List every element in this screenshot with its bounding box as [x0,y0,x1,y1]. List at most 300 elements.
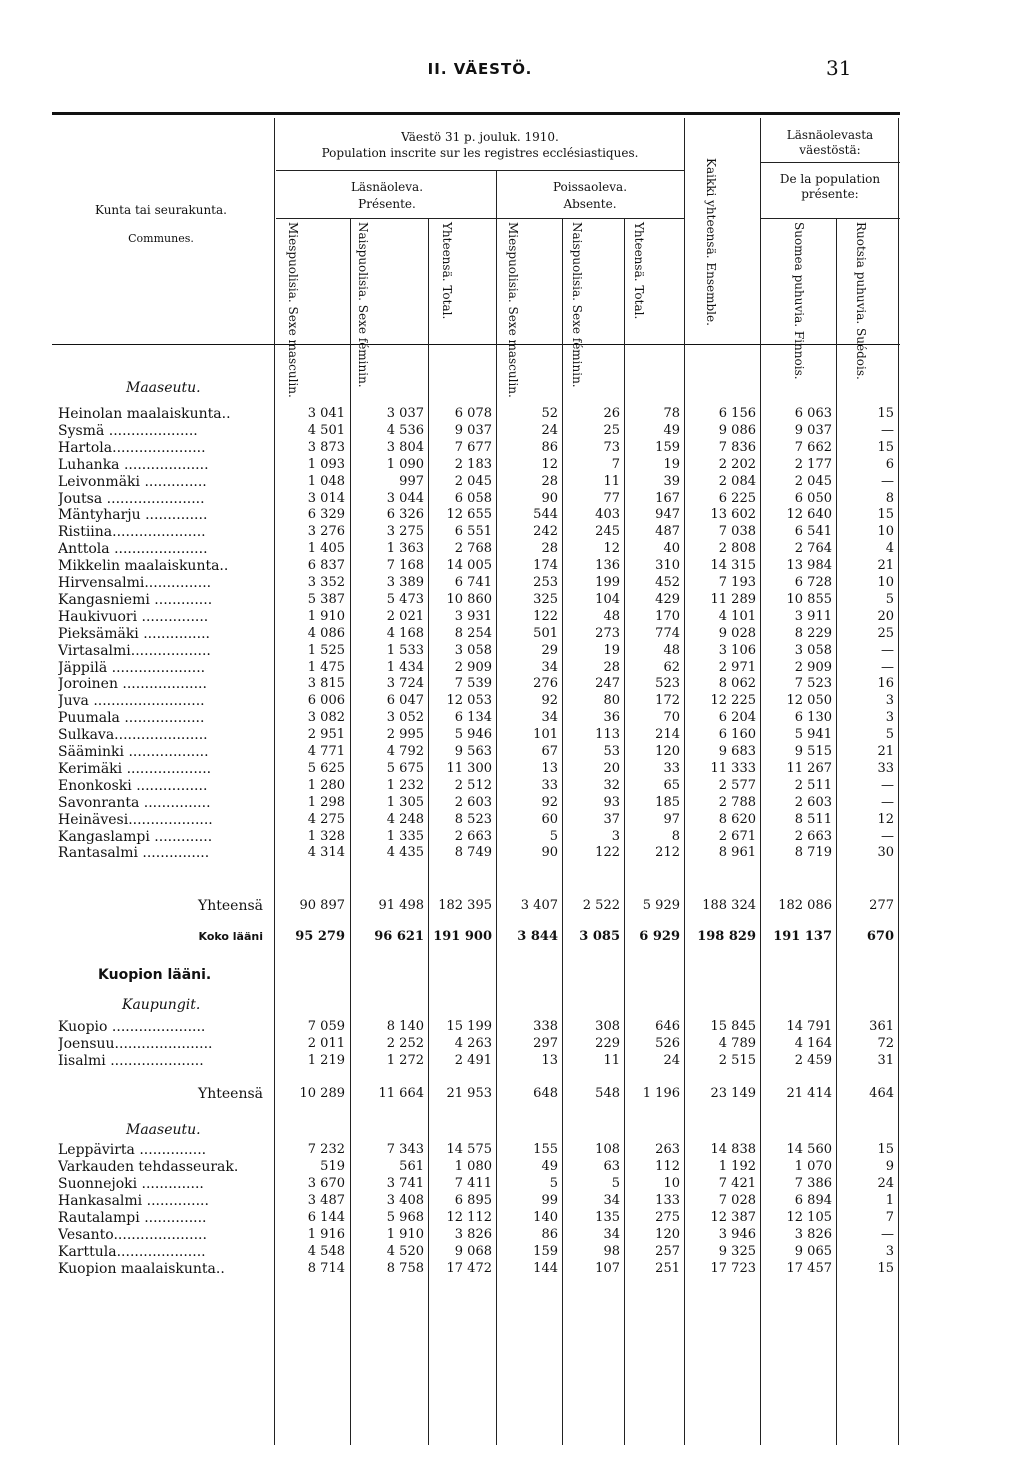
table-cell: 2 491 [454,1053,492,1068]
table-cell: 452 [655,575,680,590]
table-cell: 11 [603,1053,620,1068]
table-cell: 2 603 [794,794,832,810]
table-cell: 9 037 [454,422,492,438]
table-cell: 8 [885,490,894,506]
table-cell: 1 196 [642,1086,680,1101]
table-cell: 2 522 [582,898,620,913]
table-cell: 1 475 [307,659,345,675]
population-header-fr: Population inscrite sur les registres ecclésiastiques. [321,146,639,160]
table-cell: 2 202 [718,456,756,472]
table-cell: 15 [877,507,894,523]
table-cell: 3 058 [454,642,492,658]
table-cell: 8 714 [307,1261,345,1276]
table-cell: 6 541 [794,524,832,540]
table-cell: 14 575 [446,1142,492,1157]
table-cell: 3 487 [307,1193,345,1208]
table-cell: 3 041 [307,406,345,421]
table-row [0,1036,1024,1052]
table-cell: 40 [663,541,680,557]
table-cell: 12 225 [710,693,756,709]
table-cell: 167 [655,490,680,506]
table-cell: 14 560 [786,1142,832,1157]
table-cell: 11 300 [446,760,492,776]
table-cell: — [881,473,894,489]
table-cell: 9 028 [718,625,756,641]
table-cell: 90 [541,490,558,506]
table-cell: 3 106 [718,642,756,658]
table-cell: 7 421 [718,1176,756,1191]
table-cell: 92 [541,693,558,709]
municipality-header-fr: Communes. [128,232,194,245]
table-cell: 325 [533,591,558,607]
table-cell: 3 844 [517,929,558,944]
table-cell: 5 941 [794,727,832,743]
table-cell: — [881,659,894,675]
table-cell: 6 160 [718,727,756,743]
row-label: Virtasalmi.................. [58,642,211,659]
row-label: Kangaslampi ............. [58,828,213,845]
table-row [0,1210,1024,1226]
table-cell: 2 768 [454,541,492,557]
table-cell: 519 [320,1159,345,1174]
table-cell: 86 [541,1227,558,1242]
table-cell: 648 [533,1086,558,1101]
row-label: Luhanka ................... [58,456,209,473]
table-cell: 6 058 [454,490,492,506]
table-cell: 247 [595,676,620,692]
row-label: Sulkava..................... [58,727,208,744]
table-cell: 191 137 [773,929,832,944]
table-cell: 403 [595,507,620,523]
table-cell: 13 602 [710,507,756,523]
table-cell: 4 314 [307,845,345,861]
table-cell: 6 741 [454,575,492,590]
table-cell: 15 [877,439,894,455]
table-cell: 7 836 [718,439,756,455]
table-cell: 49 [663,422,680,438]
table-cell: 14 005 [446,558,492,574]
table-cell: 3 [885,1244,894,1259]
row-label: Heinävesi................... [58,811,213,828]
table-cell: 19 [663,456,680,472]
table-cell: 1 910 [386,1227,424,1242]
table-cell: 67 [541,744,558,759]
table-cell: 155 [533,1142,558,1157]
row-label: Hartola..................... [58,439,206,456]
table-row [0,929,1024,945]
table-cell: 6 326 [386,507,424,523]
table-cell: 92 [541,794,558,810]
table-cell: 4 789 [718,1036,756,1051]
table-row [0,829,1024,845]
table-cell: 214 [655,727,680,743]
table-cell: 34 [541,710,558,726]
table-cell: 253 [533,575,558,590]
table-cell: 3 037 [386,406,424,421]
row-label: Kuopio ..................... [58,1019,206,1035]
table-cell: 99 [541,1193,558,1208]
table-cell: 257 [655,1244,680,1259]
table-cell: 133 [655,1193,680,1208]
table-cell: 11 664 [378,1086,424,1101]
table-cell: 24 [663,1053,680,1068]
table-cell: 9 515 [794,744,832,759]
table-cell: 53 [603,744,620,759]
municipality-header-fi: Kunta tai seurakunta. [95,203,227,217]
table-cell: 5 [885,591,894,607]
table-cell: 4 101 [718,608,756,624]
table-cell: 6 078 [454,406,492,421]
table-cell: 21 953 [446,1086,492,1101]
table-cell: 4 248 [386,811,424,827]
table-cell: 6 551 [454,524,492,540]
table-cell: 107 [595,1261,620,1276]
table-cell: 263 [655,1142,680,1157]
table-cell: 2 515 [718,1053,756,1068]
row-label: Joroinen ................... [58,676,207,693]
table-cell: 6 329 [307,507,345,523]
row-label: Heinolan maalaiskunta.. [58,406,231,422]
table-cell: 2 995 [386,727,424,743]
table-cell: 104 [595,591,620,607]
table-cell: 10 [663,1176,680,1191]
table-cell: 19 [603,642,620,658]
header-present-male: Miespuolisia. Sexe masculin. [286,222,300,398]
table-cell: 6 050 [794,490,832,506]
table-cell: 212 [655,845,680,861]
table-cell: 310 [655,558,680,574]
table-cell: 33 [877,760,894,776]
present-header-fr: Présente. [358,197,416,211]
table-cell: 11 333 [710,760,756,776]
table-cell: 9 086 [718,422,756,438]
table-cell: 8 511 [794,811,832,827]
table-cell: 14 838 [710,1142,756,1157]
table-cell: 947 [655,507,680,523]
table-cell: 65 [663,777,680,793]
table-cell: 276 [533,676,558,692]
table-cell: 5 473 [386,591,424,607]
table-row [0,406,1024,422]
table-row [0,457,1024,473]
table-cell: — [881,1227,894,1242]
table-cell: 3 804 [386,439,424,455]
table-cell: 13 [541,1053,558,1068]
table-cell: 251 [655,1261,680,1276]
table-cell: 4 536 [386,422,424,438]
table-cell: 15 [877,406,894,421]
table-cell: 90 [541,845,558,861]
row-label: Kangasniemi ............. [58,591,213,608]
table-cell: 2 045 [454,473,492,489]
table-cell: 2 971 [718,659,756,675]
table-cell: 1 363 [386,541,424,557]
table-cell: 1 335 [386,828,424,844]
table-row [0,1227,1024,1243]
table-row [0,423,1024,439]
table-cell: 29 [541,642,558,658]
table-cell: 8 620 [718,811,756,827]
table-cell: 32 [603,777,620,793]
table-cell: 8 229 [794,625,832,641]
table-cell: 77 [603,490,620,506]
table-cell: 78 [663,406,680,421]
table-cell: 8 961 [718,845,756,861]
table-cell: 464 [869,1086,894,1101]
table-cell: 7 [885,1210,894,1225]
table-cell: 191 900 [433,929,492,944]
table-cell: 7 411 [454,1176,492,1191]
row-label: Hirvensalmi............... [58,575,212,591]
table-cell: 48 [603,608,620,624]
table-cell: 7 [611,456,620,472]
table-cell: 12 105 [786,1210,832,1225]
table-cell: 308 [595,1019,620,1034]
table-cell: 3 352 [307,575,345,590]
table-row [0,1193,1024,1209]
population-header-fi: Väestö 31 p. jouluk. 1910. [401,130,559,144]
table-cell: 7 193 [718,575,756,590]
language-header-fr: De la population présente: [779,172,881,201]
table-cell: 101 [533,727,558,743]
table-cell: 135 [595,1210,620,1225]
page-title: II. VÄESTÖ. [427,60,533,78]
table-cell: 1 080 [454,1159,492,1174]
table-cell: 159 [533,1244,558,1259]
table-cell: 429 [655,591,680,607]
table-cell: 5 946 [454,727,492,743]
row-label: Joutsa ...................... [58,490,205,507]
table-cell: 6 063 [794,406,832,421]
table-cell: 3 275 [386,524,424,540]
table-cell: 73 [603,439,620,455]
table-cell: 10 860 [446,591,492,607]
table-cell: 2 011 [307,1036,345,1051]
row-label: Enonkoski ................ [58,777,208,794]
table-cell: 7 059 [307,1019,345,1034]
table-cell: 6 204 [718,710,756,726]
table-cell: 21 [877,558,894,574]
table-cell: 1 305 [386,794,424,810]
row-label: Rantasalmi ............... [58,845,210,862]
table-row [0,524,1024,540]
table-cell: 9 037 [794,422,832,438]
table-row [0,575,1024,591]
table-cell: 670 [866,929,894,944]
table-row [0,795,1024,811]
table-row [0,1261,1024,1277]
table-cell: 15 [877,1261,894,1276]
table-cell: 3 389 [386,575,424,590]
table-cell: 11 289 [710,591,756,607]
table-cell: 159 [655,439,680,455]
table-cell: 4 435 [386,845,424,861]
table-cell: 8 749 [454,845,492,861]
table-cell: 1 910 [307,608,345,624]
row-label: Savonranta ............... [58,794,211,811]
table-cell: 36 [603,710,620,726]
table-cell: 48 [663,642,680,658]
table-cell: 21 [877,744,894,759]
row-label: Iisalmi ..................... [58,1053,204,1069]
table-cell: 185 [655,794,680,810]
table-cell: 98 [603,1244,620,1259]
row-label: Mäntyharju .............. [58,507,208,524]
table-cell: 96 621 [374,929,424,944]
table-cell: 2 459 [794,1053,832,1068]
table-cell: 20 [877,608,894,624]
table-cell: 1 093 [307,456,345,472]
header-absent-male: Miespuolisia. Sexe masculin. [506,222,520,398]
table-cell: 2 788 [718,794,756,810]
table-cell: 15 [877,1142,894,1157]
table-cell: 52 [541,406,558,421]
table-cell: 5 625 [307,760,345,776]
table-cell: 13 [541,760,558,776]
header-absent-female: Naispuolisia. Sexe féminin. [570,222,584,388]
table-row [0,474,1024,490]
table-cell: 4 771 [307,744,345,759]
table-cell: 172 [655,693,680,709]
table-cell: 3 670 [307,1176,345,1191]
table-cell: 120 [655,1227,680,1242]
table-cell: 5 [549,1176,558,1191]
table-cell: 2 045 [794,473,832,489]
table-cell: 6 895 [454,1193,492,1208]
table-row [0,845,1024,861]
table-cell: — [881,422,894,438]
table-cell: 4 164 [794,1036,832,1051]
table-cell: 561 [399,1159,424,1174]
table-cell: 6 929 [639,929,680,944]
table-cell: 2 663 [794,828,832,844]
table-cell: 5 [885,727,894,743]
table-cell: 23 149 [710,1086,756,1101]
table-cell: 2 671 [718,828,756,844]
table-cell: 4 792 [386,744,424,759]
table-cell: 3 873 [307,439,345,455]
table-cell: 1 [885,1193,894,1208]
table-cell: 2 084 [718,473,756,489]
table-cell: 144 [533,1261,558,1276]
table-cell: 62 [663,659,680,675]
table-cell: 108 [595,1142,620,1157]
table-cell: 3 407 [520,898,558,913]
table-cell: 9 325 [718,1244,756,1259]
table-cell: 97 [663,811,680,827]
row-label: Haukivuori ............... [58,608,209,625]
table-cell: 3 014 [307,490,345,506]
table-cell: 2 909 [794,659,832,675]
language-header-fi: Läsnäolevasta väestöstä: [786,128,874,157]
table-cell: 12 050 [786,693,832,709]
table-cell: 2 764 [794,541,832,557]
table-cell: 21 414 [786,1086,832,1101]
table-cell: 2 183 [454,456,492,472]
row-label: Joensuu...................... [58,1036,213,1052]
table-cell: 26 [603,406,620,421]
table-cell: 24 [877,1176,894,1191]
table-cell: 4 520 [386,1244,424,1259]
section-towns: Kaupungit. [122,997,201,1013]
table-cell: 3 085 [579,929,620,944]
row-label: Yhteensä [197,1086,263,1102]
table-cell: 3 [885,710,894,726]
table-cell: 2 909 [454,659,492,675]
table-cell: 15 199 [446,1019,492,1034]
table-cell: 2 577 [718,777,756,793]
table-row [0,676,1024,692]
table-cell: 277 [869,898,894,913]
header-bottom-rule [52,344,900,345]
table-cell: 6 144 [307,1210,345,1225]
table-cell: 7 232 [307,1142,345,1157]
table-cell: 275 [655,1210,680,1225]
table-cell: 12 112 [446,1210,492,1225]
table-row [0,744,1024,760]
header-grand-total: Kaikki yhteensä. Ensemble. [704,158,718,326]
table-cell: 3 044 [386,490,424,506]
table-cell: 12 387 [710,1210,756,1225]
table-row [0,761,1024,777]
table-cell: 1 533 [386,642,424,658]
table-cell: 34 [541,659,558,675]
table-cell: 28 [541,541,558,557]
table-cell: 25 [603,422,620,438]
table-cell: 2 603 [454,794,492,810]
table-cell: 86 [541,439,558,455]
table-cell: 91 498 [378,898,424,913]
table-cell: 33 [541,777,558,793]
table-cell: 3 408 [386,1193,424,1208]
table-cell: 1 405 [307,541,345,557]
row-label: Mikkelin maalaiskunta.. [58,558,229,575]
table-cell: 120 [655,744,680,759]
table-row [0,440,1024,456]
table-cell: 25 [877,625,894,641]
table-cell: 242 [533,524,558,540]
absent-header-fr: Absente. [563,197,617,211]
row-label: Koko lääni [198,930,263,943]
table-cell: 4 501 [307,422,345,438]
table-cell: 245 [595,524,620,540]
table-cell: 4 263 [454,1036,492,1051]
table-cell: 526 [655,1036,680,1051]
table-cell: 6 006 [307,693,345,709]
row-label: Sysmä .................... [58,422,198,439]
table-row [0,710,1024,726]
table-cell: 12 [603,541,620,557]
table-cell: 6 134 [454,710,492,726]
table-row [0,693,1024,709]
table-cell: 3 815 [307,676,345,692]
table-cell: 6 728 [794,575,832,590]
table-cell: 13 984 [786,558,832,574]
header-present-total: Yhteensä. Total. [440,222,454,320]
table-cell: 93 [603,794,620,810]
table-cell: 548 [595,1086,620,1101]
table-cell: 361 [869,1019,894,1034]
table-cell: 229 [595,1036,620,1051]
table-cell: 7 028 [718,1193,756,1208]
table-cell: 338 [533,1019,558,1034]
table-cell: 1 219 [307,1053,345,1068]
table-cell: 12 655 [446,507,492,523]
table-cell: 9 065 [794,1244,832,1259]
table-cell: 1 280 [307,777,345,793]
table-cell: 6 225 [718,490,756,506]
table-cell: 5 [549,828,558,844]
